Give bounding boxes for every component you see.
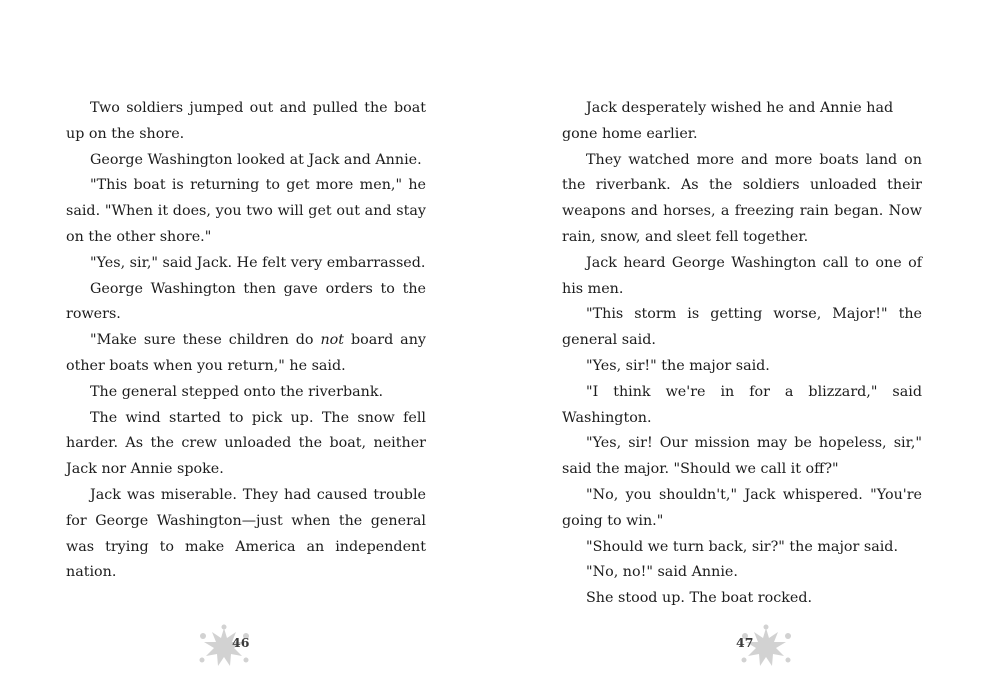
paragraph: "Yes, sir!" the major said. [586,357,770,374]
left-page [66,96,426,586]
paragraph: Two soldiers jumped out and pulled the boat up on the shore. [66,100,426,142]
paragraph: "Yes, sir," said Jack. He felt very embarrassed. [90,254,426,271]
paragraph: Jack was miserable. They had caused trouble for George Washington—just when the general was trying to make America an independent nation. [66,486,426,581]
paragraph: They watched more and more boats land on the riverbank. As the soldiers unloaded their weapons and horses, a freezing rain began. Now rain, snow, and sleet fell together. [562,151,922,245]
paragraph [562,96,922,148]
paragraph: "I think we're in for a blizzard," said Washington. [562,383,922,426]
text-run: "Make sure these children do [90,332,321,349]
paragraph: "This storm is getting worse, Major!" the general said. [562,306,922,349]
emphasized-text: not [320,332,345,349]
paragraph: "Yes, sir! Our mission may be hopeless, sir," said the major. "Should we call it off?" [562,435,922,478]
paragraph: She stood up. The boat rocked. [586,590,813,607]
paragraph-continuation: gone home earlier. [562,125,698,142]
page-number-right [718,624,818,672]
paragraph: George Washington then gave orders to the rowers. [66,280,426,323]
paragraph: George Washington looked at Jack and Annie. [90,151,422,168]
right-page [562,96,922,612]
page-number-left [194,624,294,672]
paragraph: "No, you shouldn't," Jack whispered. "You're going to win." [562,486,922,529]
page-number: 47 [736,635,754,650]
text-run: board any other boats when you return," he said. [66,332,426,374]
paragraph: "This boat is returning to get more men," he said. "When it does, you two will get out and stay on the other shore." [66,177,426,245]
paragraph: Jack heard George Washington call to one of his men. [562,254,922,297]
page-number: 46 [232,635,250,650]
paragraph: "Should we turn back, sir?" the major said. [586,538,898,555]
paragraph-first-line: Jack desperately wished he and Annie had [586,100,894,116]
paragraph: The wind started to pick up. The snow fell harder. As the crew unloaded the boat, neither Jack nor Annie spoke. [66,409,426,478]
paragraph [66,328,426,380]
paragraph: "No, no!" said Annie. [586,564,738,581]
paragraph: The general stepped onto the riverbank. [90,383,384,400]
